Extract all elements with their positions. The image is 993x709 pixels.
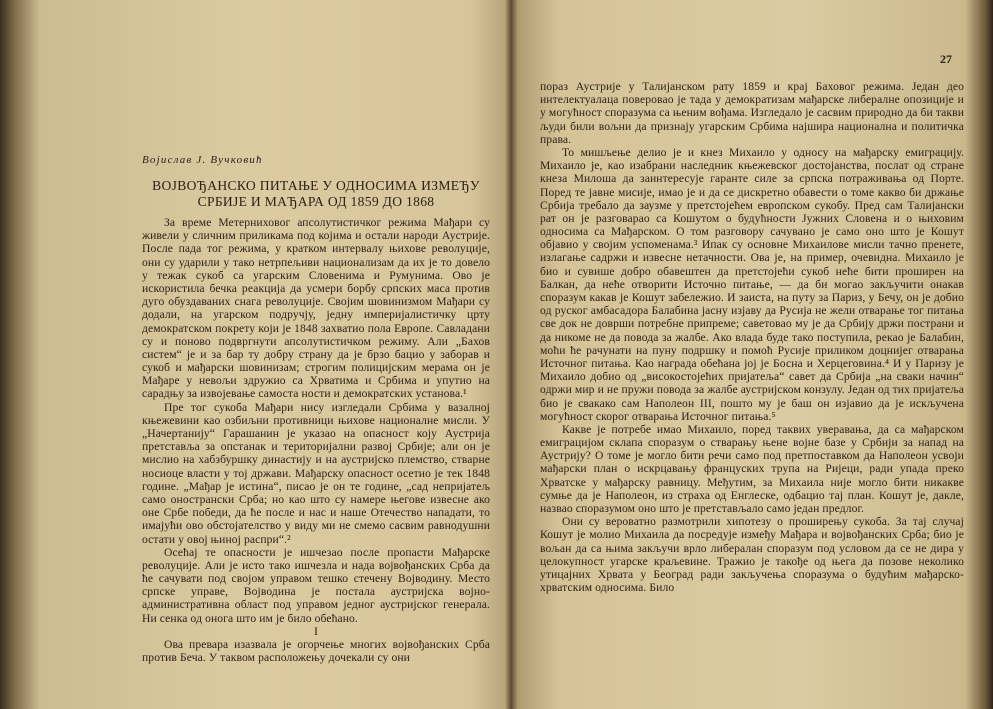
right-page [520, 0, 980, 709]
right-page-body [540, 80, 964, 594]
paragraph: Пре тог сукоба Мађари нису изгледали Србима у вазалној књежевини као озбиљни противници њихове националне мисли. У „Начертанију“ Гарашанин је указао на опасност коју Аустрија претставља за опстанак и територијални развој Србије; али он је мислио на хабзбуршку династију и на аустријско племство, стварне носиоце власти у тој држави. Мађарску опасност осетио је тек 1848 године. „Мађар је истина“, писао је он те године, „сад непријатељ само онострански Срба; но као што су намере његове извесне ако оне Србе победи, да ће после и нас и наше Отечество нападати, то имајући ово обстојателство у виду ми не смемо сасвим равнодушни остати у овој њиној распри“.² [142, 400, 490, 546]
paragraph: Ова превара изазвала је огорчење многих војвођанских Срба против Беча. У таквом расположењу дочекали су они [142, 638, 490, 665]
paragraph: Какве је потребе имао Михаило, поред таквих уверавања, да са мађарском емиграцијом склапа споразум о стварању њене војне базе у Србији за напад на Аустрију? О томе је могло бити речи само под претпоставком да Наполеон усвоји мађарски план о искрцавању француских трупа на Ријеци, ради упада преко Хрватске у мађарску равницу. Међутим, за Михаила није могло бити никакве сумње да је Наполеон, из страха од Енглеске, одбацио тај план. Кошут је, дакле, назвао споразумом оно што је претстављало само један предлог. [540, 422, 964, 515]
paragraph: Они су вероватно размотрили хипотезу о проширењу сукоба. За тај случај Кошут је молио Михаила да посредује између Мађара и војвођанских Срба; био је вољан да са њима закључи врло либералан споразум под условом да се не дира у целокупност угарске краљевине. Тражио је такође од њега да позове неколико утицајних Хрвата у Београд ради закључења споразума о будућим мађарско-хрватским односима. Било [540, 515, 964, 595]
paragraph: За време Метерниховог апсолутистичког режима Мађари су живели у сличним приликама под којима и остали народи Аустрије. После пада тог режима, у кратком интервалу њихове револуције, они су ударили у тако нетрпељиви национализам да их је то довело у тежак сукоб са угарским Словенима и Румунима. Ово је искористила бечка реакција да усмери борбу српских маса против дуго обуздаваних снага револуције. Својим шовинизмом Мађари су додали, на угарском подручју, једну империјалистичку црту демократском покрету који је 1848 захватио пола Европе. Савладани су и поново подвргнути апсолутистичком режиму. Али „Бахов систем“ је и за бар ту добру страну да је брзо бацио у заборав и сукоб и мађарски шовинизам; строгим полицијским мерама он је Мађаре у невољи здружио са Хрватима и Србима и упутио на сарадњу за извојевање самоста ности и демократских установа.¹ [142, 216, 490, 401]
author-name: Војислав Ј. Вучковић [142, 154, 263, 166]
left-page-body [142, 216, 490, 664]
section-heading: I [313, 623, 319, 638]
left-page [28, 0, 502, 709]
article-title: ВОЈВОЂАНСКО ПИТАЊЕ У ОДНОСИМА ИЗМЕЂУ СРБИЈЕ И МАЂАРА ОД 1859 ДО 1868 [152, 178, 480, 209]
paragraph: пораз Аустрије у Талијанском рату 1859 и крај Баховог режима. Један део интелектуалаца поверовао је тада у демократизам мађарске либералне опозиције и у могућност споразума са њеним вођама. Изгледало је сасвим природно да би такви људи били вољни да признају угарским Србима најшира национална и политичка права. [540, 80, 964, 146]
paragraph: Осећај те опасности је ишчезао после пропасти Мађарске револуције. Али је исто тако ишчезла и нада војвођанских Срба да ће сачувати под својом управом тешко стечену Војводину. Место српске управе, Војводина је постала аустријска војно-административна област под управом једног аустријског генерала. Ни сенка од онога што им је било обећано. [142, 545, 490, 625]
paragraph: То мишљење делио је и кнез Михаило у односу на мађарску емиграцију. Михаило је, као изабрани наследник књежевског достојанства, послат од стране кнеза Милоша да заинтересује гаранте силе за српска потраживања од Порте. Поред те јавне мисије, имао је и да се дискретно обавести о томе какво би држање Србија требало да заузме у претстојећем европском сукобу. Пред сам Талијански рат он је разговарао са Кошутом о будућности Јужних Словена и о њиховим односима са Мађарском. О том разговору сачувано је само оно што је Кошут објавио у својим успоменама.³ Ипак су основне Михаилове мисли тачно пренете, излагање садржи и извесне нетачности. Ова је, на пример, очевидна. Михаило је био и сувише добро обавештен да претстојећи сукоб неће бити проширен на Балкан, да неће отворити Источно питање, — да би могао закључити онакав споразум какав је Кошут забележио. И заиста, на путу за Париз, у Бечу, он је добио од руског амбасадора Балабина јасну изјаву да Русија не жели отварање тог питања све док не доврши потребне припреме; саветовао му је да Србију држи пострани и да никоме не да повода за жалбе. Ако влада буде тако поступила, рекао је Балабин, моћи ће рачунати на пуну подршку и помоћ Русије приликом доцнијег отварања Источног питања. Као награда обећана јој је Босна и Херцеговина.⁴ И у Паризу је Михаило добио од „високостојећих пријатеља“ савет да Србија „на сваки начин“ одржи мир и не пружи повода за жалбе аустријском конзулу. Један од тих пријатеља био је свакако сам Наполеон III, пошто му је баш он изјавио да је искључена могућност скорог отварања Источног питања.⁵ [540, 145, 964, 423]
page-number: 27 [940, 52, 952, 66]
